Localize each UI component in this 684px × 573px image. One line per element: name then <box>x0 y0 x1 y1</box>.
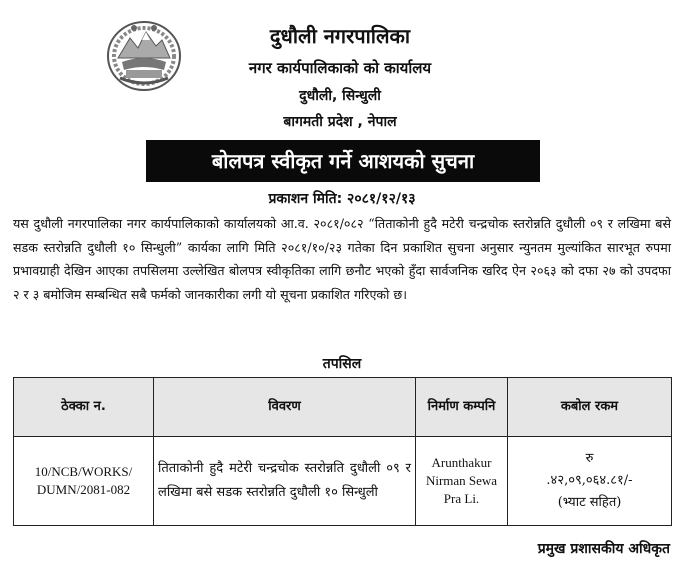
header-description: विवरण <box>154 378 416 437</box>
header-company: निर्माण कम्पनि <box>416 378 508 437</box>
currency-label: रु <box>585 451 594 466</box>
contract-table <box>13 377 672 526</box>
publish-date: प्रकाशन मिति: २०८१/१२/१३ <box>268 191 416 207</box>
notice-title: बोलपत्र स्वीकृत गर्ने आशयको सुचना <box>146 140 540 182</box>
signature-title: प्रमुख प्रशासकीय अधिकृत <box>537 541 670 557</box>
cell-company: Arunthakur Nirman Sewa Pra Li. <box>416 437 508 526</box>
table-header-row <box>14 378 672 437</box>
header-bid-amount: कबोल रकम <box>508 378 672 437</box>
amount-value: .४२,०९,०६४.८१/- <box>546 473 633 488</box>
municipality-name: दुधौली नगरपालिका <box>269 24 411 48</box>
office-location: दुधौली, सिन्धुली <box>299 88 381 104</box>
province-name: बागमती प्रदेश , नेपाल <box>283 114 397 130</box>
header-contract-no: ठेक्का न. <box>14 378 154 437</box>
table-title: तपसिल <box>322 356 362 372</box>
table-row <box>14 437 672 526</box>
cell-contract-no: 10/NCB/WORKS/ DUMN/2081-082 <box>14 437 154 526</box>
office-name: नगर कार्यपालिकाको को कार्यालय <box>248 59 432 77</box>
vat-note: (भ्याट सहित) <box>557 495 622 510</box>
notice-body: यस दुधौली नगरपालिका नगर कार्यपालिकाको कार्यालयको आ.व. २०८१/०८२ “तिताकोनी हुदै मटेरी चन्द्रचोक स्तरोन्नति दुधौली ०९ र लखिमा बसे सडक स्तरोन्नति दुधौली १० सिन्धुली” कार्यका लागि मिति २०८१/१०/२३ गतेका दिन प्रकाशित सुचना अनुसार न्युनतम मुल्यांकित सारभूत रुपमा प्रभावग्राही देखिन आएका तपसिलमा उल्लेखित बोलपत्र स्वीकृतिका लागि छनौट भएको हुँदा सार्वजनिक खरिद ऐन २०६३ को दफा २७ को उपदफा २ र ३ बमोजिम सम्बन्धित सबै फर्मको जानकारीका लगी यो सूचना प्रकाशित गरिएको छ। <box>13 216 671 302</box>
cell-bid-amount <box>508 437 672 526</box>
nepal-emblem-icon <box>104 18 184 94</box>
cell-description: तिताकोनी हुदै मटेरी चन्द्रचोक स्तरोन्नति दुधौली ०९ र लखिमा बसे सडक स्तरोन्नति दुधौली १० सिन्धुली <box>154 437 416 526</box>
